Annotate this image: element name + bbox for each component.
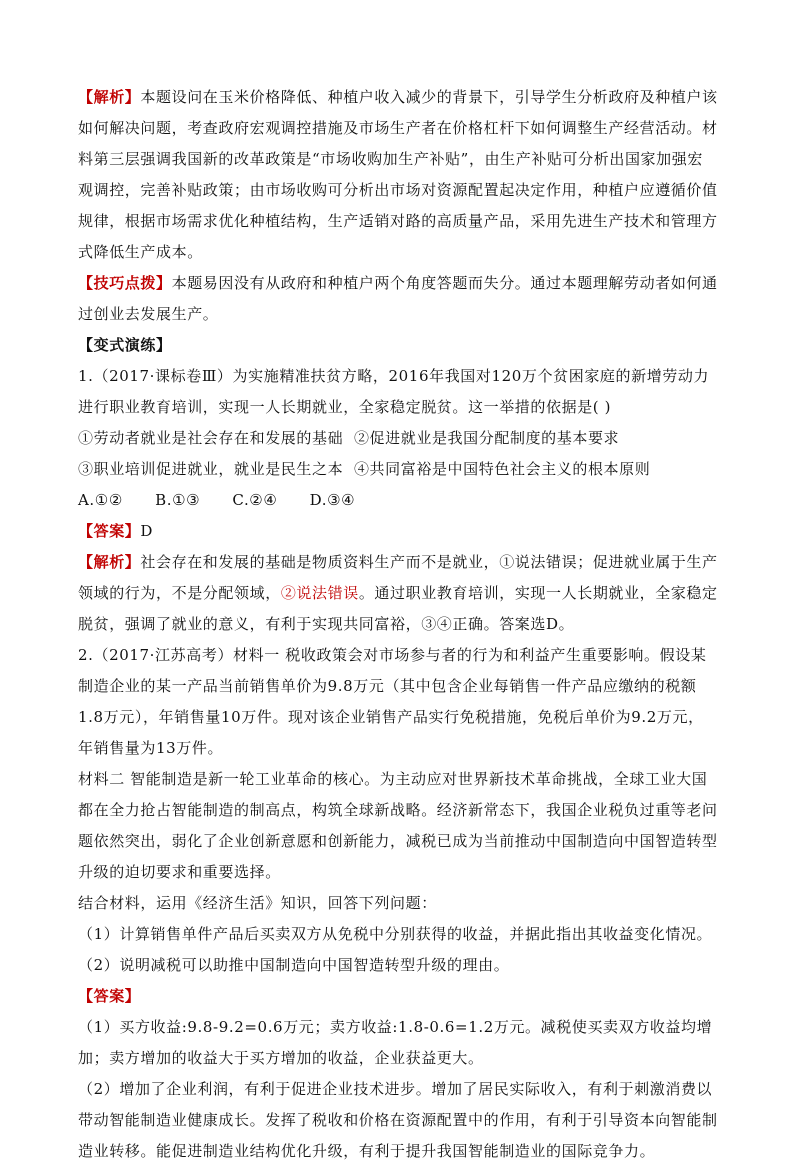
tips-text: 本题易因没有从政府和种植户两个角度答题而失分。通过本题理解劳动者如何通过创业去发展生产。 (78, 274, 718, 323)
q2-answer-1: （1）买方收益:9.8-9.2=0.6万元；卖方收益:1.8-0.6=1.2万元。减税使买卖双方收益均增加；卖方增加的收益大于买方增加的收益，企业获益更大。 (78, 1018, 713, 1067)
q1-answer-tag: 【答案】 (78, 522, 141, 540)
q2-sub-question-1: （1）计算销售单件产品后买卖双方从免税中分别获得的收益，并据此指出其收益变化情况。 (78, 925, 713, 943)
q2-answer-2: （2）增加了企业利润，有利于促进企业技术进步。增加了居民实际收入，有利于刺激消费以带动智能制造业健康成长。发挥了税收和价格在资源配置中的作用，有利于引导资本向智能制造业转移。能促进制造业结构优化升级，有利于提升我国智能制造业的国际竞争力。 (78, 1080, 718, 1160)
q1-option-2: ②促进就业是我国分配制度的基本要求 (353, 429, 620, 447)
q1-analysis-tag: 【解析】 (78, 553, 141, 571)
q1-option-4: ④共同富裕是中国特色社会主义的根本原则 (353, 460, 651, 478)
document-content (78, 82, 718, 1167)
q2-material-1: 2.（2017·江苏高考）材料一 税收政策会对市场参与者的行为和利益产生重要影响。假设某制造企业的某一产品当前销售单价为9.8万元（其中包含企业每销售一件产品应缴纳的税额1.8万元），年销售量10万件。现对该企业销售产品实行免税措施，免税后单价为9.2万元，年销售量为13万件。 (78, 646, 707, 757)
q1-analysis-text-b: 。通过职业教育培训，实现一人长期就业，全家稳定脱贫，强调了就业的意义，有利于实现共同富裕，③④正确。答案选D。 (78, 584, 718, 633)
section-title: 【变式演练】 (78, 336, 172, 354)
q1-analysis-text-a: 社会存在和发展的基础是物质资料生产而不是就业，①说法错误；促进就业属于生产领域的行为，不是分配领域， (78, 553, 718, 602)
q1-option-3: ③职业培训促进就业，就业是民生之本 (78, 460, 344, 478)
q1-answer (78, 516, 718, 547)
analysis-tag: 【解析】 (78, 88, 141, 106)
analysis-text: 本题设问在玉米价格降低、种植户收入减少的背景下，引导学生分析政府及种植户该如何解决问题，考查政府宏观调控措施及市场生产者在价格杠杆下如何调整生产经营活动。材料第三层强调我国新的改革政策是“市场收购加生产补贴”，由生产补贴可分析出国家加强宏观调控，完善补贴政策；由市场收购可分析出市场对资源配置起决定作用，种植户应遵循价值规律，根据市场需求优化种植结构，生产适销对路的高质量产品，采用先进生产技术和管理方式降低生产成本。 (78, 88, 718, 261)
q1-analysis-highlight: ②说法错误 (280, 584, 359, 602)
q1-options-row-1 (78, 423, 718, 454)
q1-options-row-2 (78, 454, 718, 485)
q1-choices: A.①② B.①③ C.②④ D.③④ (78, 491, 356, 509)
q2-prompt: 结合材料，运用《经济生活》知识，回答下列问题： (78, 894, 437, 912)
tips-paragraph (78, 268, 718, 330)
tips-tag: 【技巧点拨】 (78, 274, 172, 292)
q2-material-2: 材料二 智能制造是新一轮工业革命的核心。为主动应对世界新技术革命挑战，全球工业大国都在全力抢占智能制造的制高点，构筑全球新战略。经济新常态下，我国企业税负过重等老问题依然突出，弱化了企业创新意愿和创新能力，减税已成为当前推动中国制造向中国智造转型升级的迫切要求和重要选择。 (78, 770, 718, 881)
analysis-paragraph-1 (78, 82, 718, 268)
q1-stem: 1.（2017·课标卷Ⅲ）为实施精准扶贫方略，2016年我国对120万个贫困家庭的新增劳动力进行职业教育培训，实现一人长期就业，全家稳定脱贫。这一举措的依据是( ) (78, 367, 710, 416)
q1-analysis (78, 547, 718, 640)
q1-answer-value: D (140, 522, 154, 540)
q2-sub-question-2: （2）说明减税可以助推中国制造向中国智造转型升级的理由。 (78, 956, 510, 974)
q2-answer-tag: 【答案】 (78, 987, 141, 1005)
q1-option-1: ①劳动者就业是社会存在和发展的基础 (78, 429, 344, 447)
q2-answer-tag-line (78, 981, 718, 1012)
